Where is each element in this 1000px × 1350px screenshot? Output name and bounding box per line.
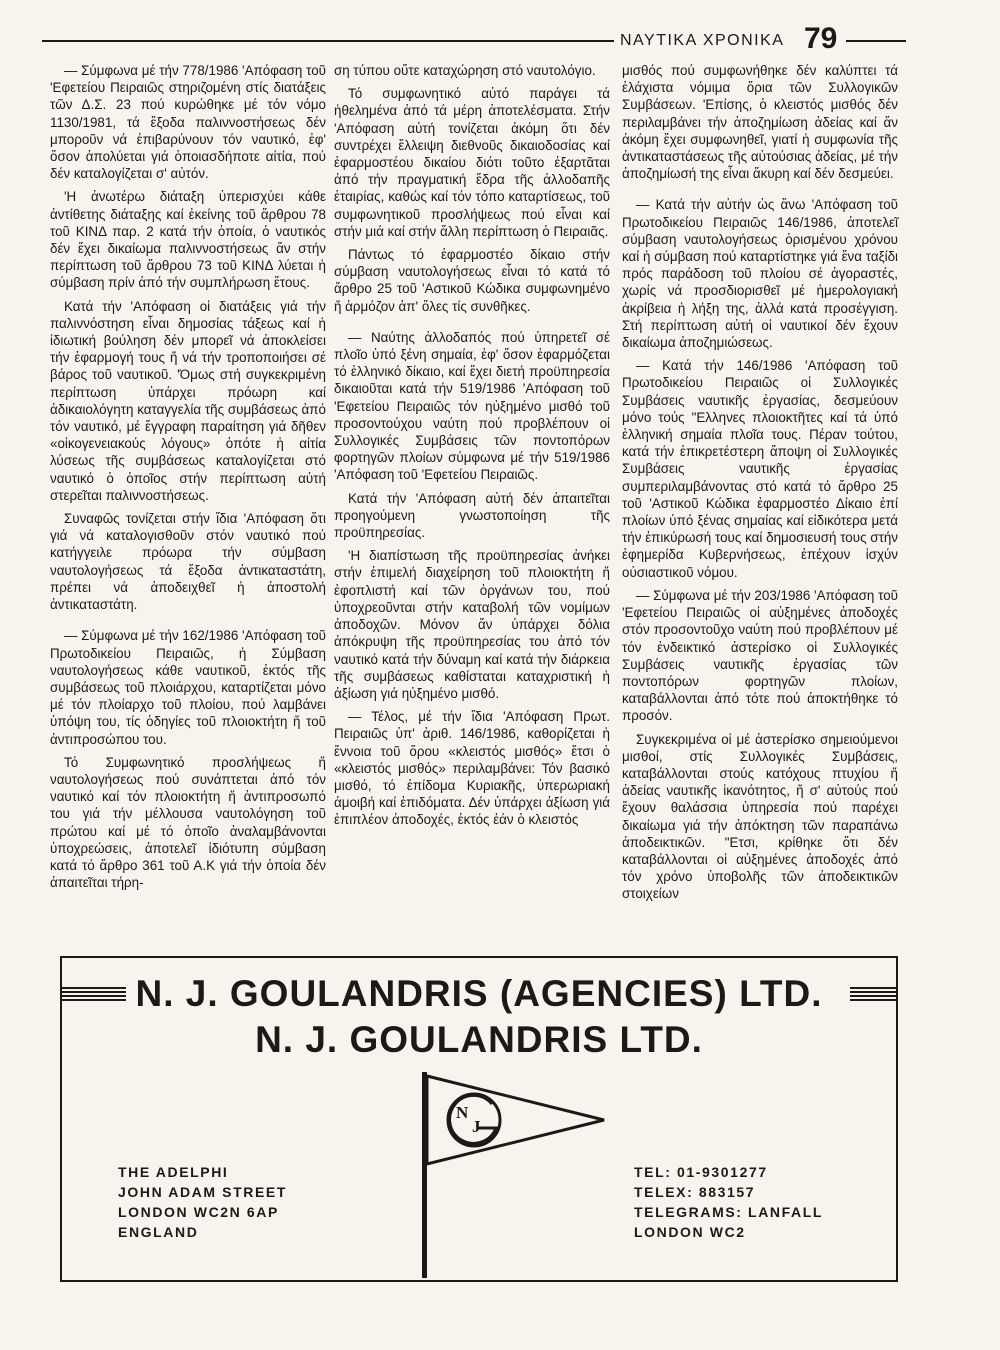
paragraph: Κατά τήν 'Απόφαση οἱ διατάξεις γιά τήν παλιννόστηση εἶναι δημοσίας τάξεως καί ἡ ἰδιωτική βούληση δέν μπορεῖ νά ἀποκλείσει τήν ἐφαρμογή τους ἤ νά τήν τροποποιήσει σέ βάρος τοῦ ναυτικοῦ. 'Όμως στή συγκεκριμένη περίπτωση ὑπάρχει πρόωρη καί ἀδικαιολόγητη καταγγελία τῆς συμβάσεως ἀπό τόν ναυτικό, μέ ἔγγραφη παραίτηση γιά δῆθεν «οἰκογενειακούς λόγους» ὁπότε ἡ αἰτία λύσεως τῆς συμβάσεως καταλογίζεται στό ναυτικό ὁ ὁποῖος στήν περίπτωση αὐτή στερεῖται παλιννοστήσεως. <box>50 298 326 503</box>
svg-text:J: J <box>472 1117 481 1136</box>
contact-line: LONDON WC2 <box>634 1224 746 1240</box>
ad-company-name: N. J. GOULANDRIS (AGENCIES) LTD. <box>135 973 823 1014</box>
page-number: 79 <box>804 22 838 55</box>
magazine-title: ΝΑΥΤΙΚΑ ΧΡΟΝΙΚΑ <box>620 32 785 49</box>
header-rule <box>846 40 906 42</box>
paragraph: Συγκεκριμένα οἱ μέ ἀστερίσκο σημειούμενοι μισθοί, στίς Συλλογικές Συμβάσεις, καταβάλλονται στούς κατόχους πτυχίου ἤ ἀδείας ναυτικῆς ἱκανότητος, ἤ σ' αὐτούς πού ἔχουν θαλάσσια ὑπηρεσία πού παρέχει δικαίωμα γιά τήν ἀπόκτηση τῶν παραπάνω ἀποδεικτικῶν. "Ετσι, κρίθηκε ὅτι δέν καταβάλλονται οἱ αὐξημένες ἀποδοχές ἀπό τόν χρόνο ὑποβολῆς τῶν ἀποδεικτικῶν στοιχείων <box>622 731 898 902</box>
address-line: JOHN ADAM STREET <box>118 1184 287 1200</box>
paragraph: Πάντως τό ἐφαρμοστέο δίκαιο στήν σύμβαση ναυτολογήσεως εἶναι τό κατά τό ἄρθρο 25 τοῦ 'Αστικοῦ Κώδικα συμφωνημένο ἤ ἁρμόζον ἀπ' ὅλες τίς συνθῆκες. <box>334 247 610 314</box>
paragraph: — Τέλος, μέ τήν ἴδια 'Απόφαση Πρωτ. Πειραιῶς ὑπ' ἀριθ. 146/1986, καθορίζεται ἡ ἔννοια τοῦ ὅρου «κλειστός μισθός» ἔτσι ὁ «κλειστός μισθός» περιλαμβάνει: Τόν βασικό μισθό, τό ἐπίδομα Κυριακῆς, ὑπερωριακή ἀμοιβή καί ἐπιδόματα. Δέν ὑπάρχει ἀξίωση γιά ἐπιπλέον ἀποδοχές, ἐκτός ἐάν ὁ κλειστός <box>334 709 610 828</box>
svg-text:N: N <box>456 1103 469 1122</box>
contact-line: TELEX: 883157 <box>634 1184 756 1200</box>
paragraph: — Σύμφωνα μέ τήν 162/1986 'Απόφαση τοῦ Πρωτοδικείου Πειραιῶς, ἡ Σύμβαση ναυτολογήσεως κάθε ναυτικοῦ, ἐκτός τῆς συμβάσεως τοῦ πλοιάρχου, καταρτίζεται μόνο μέ τόν πλοίαρχο τοῦ πλοίου, πού λαμβάνει ὑπόψη του, τίς ὁδηγίες τοῦ πλοιοκτήτη ἤ τοῦ ἀντιπροσώπου του. <box>50 628 326 747</box>
paragraph: μισθός πού συμφωνήθηκε δέν καλύπτει τά ἐλάχιστα νόμιμα ὅρια τῶν Συλλογικῶν Συμβάσεων. 'Επίσης, ὁ κλειστός μισθός δέν περιλαμβάνει τήν ἀποζημίωση ἀδείας καί ἄν ἀκόμη ἔχει συμφωνηθεῖ, γιατί ἡ συμφωνία τῆς ἀντικαταστάσεως τῆς αὐτούσιας ἀδείας, μέ τήν ἀποζημίωσή της εἶναι ἄκυρη καί δέν δεσμεύει. <box>622 63 898 182</box>
contact-line: TELEGRAMS: LANFALL <box>634 1204 824 1220</box>
address-line: LONDON WC2N 6AP <box>118 1204 279 1220</box>
paragraph: Τό Συμφωνητικό προσλήψεως ἤ ναυτολογήσεως πού συνάπτεται ἀπό τόν ναυτικό καί τόν πλοιοκτήτη ἤ ἀντιπροσωπό του γιά τήν μέλλουσα ναυτολόγηση τοῦ πρώτου καί μέ τό ὁποῖο ἀναλαμβάνονται ὑποχρεώσεις, ἀποτελεῖ ἰδιότυπη σύμβαση κατά τό ἄρθρο 361 τοῦ Α.Κ γιά τήν ὁποία δέν ἀπαιτεῖται τήρη- <box>50 754 326 891</box>
contact-line: TEL: 01-9301277 <box>634 1164 768 1180</box>
paragraph: — Σύμφωνα μέ τήν 203/1986 'Απόφαση τοῦ 'Εφετείου Πειραιῶς οἱ αὐξημένες ἀποδοχές στόν προσοντοῦχο ναύτη πού προβλέπουν μέ τόν ἐνδεικτικό ἀστερίσκο οἱ Συλλογικές Συμβάσεις ναυτικῆς ἐργασίας τῶν ποντοπόρων φορτηγῶν πλοίων, καταβάλλονται ἀπό τότε πού ἀποκτήθηκε τό προσόν. <box>622 587 898 724</box>
paragraph: — Ναύτης ἀλλοδαπός πού ὑπηρετεῖ σέ πλοῖο ὑπό ξένη σημαία, ἐφ' ὅσον ἐφαρμόζεται τό ἑλληνικό δίκαιο, καί ἔχει διετή προϋπηρεσία δικαιοῦται κατά τήν 519/1986 'Απόφαση τοῦ 'Εφετείου Πειραιῶς τόν ηὐξημένο μισθό τοῦ προσοντούχου ναύτη πού προβλέπουν οἱ Συλλογικές Συμβάσεις τῶν ποντοπόρων φορτηγῶν πλοίων σύμφωνα μέ τήν 519/1986 'Απόφαση τοῦ 'Εφετείου Πειραιῶς. <box>334 329 610 483</box>
paragraph: 'Η ἀνωτέρω διάταξη ὑπερισχύει κάθε ἀντίθετης διάταξης καί ἐκείνης τοῦ ἄρθρου 78 τοῦ ΚΙΝΔ παρ. 2 κατά τήν ὁποία, ὁ ναυτικός δέν ἔχει δικαίωμα παλιννοστήσεως ἄν στήν περίπτωση τοῦ ἄρθρου 73 τοῦ ΚΙΝΔ λύεται ἡ σύμβαση πρίν ἀπό τήν συμπλήρωση ἔτους. <box>50 189 326 291</box>
article-column-1 <box>50 62 326 897</box>
ad-address <box>118 1162 287 1242</box>
goulandris-advertisement <box>60 956 898 1282</box>
article-column-3 <box>622 62 898 909</box>
paragraph: — Κατά τήν αὐτήν ὡς ἄνω 'Απόφαση τοῦ Πρωτοδικείου Πειραιῶς 146/1986, ἀποτελεῖ σύμβαση ναυτολογήσεως ὁρισμένου χρόνου καί ἡ σύμβαση πού καταρτίστηκε γιά ἕνα ταξίδι πρός παράδοση τοῦ πλοίου σέ ἀγοραστές, χωρίς νά προσδιορισθεῖ μέ ἡμερολογιακή ἀκρίβεια ἡ λήξη της, ἀλλά κατά προσέγγιση. Στή περίπτωση αὐτή οἱ ναυτικοί δέν ἔχουν δικαίωμα ἀποζημιώσεως. <box>622 197 898 351</box>
paragraph: — Σύμφωνα μέ τήν 778/1986 'Απόφαση τοῦ 'Εφετείου Πειραιῶς στηριζομένη στίς διατάξεις τῶν Δ.Σ. 23 πού κυρώθηκε μέ τόν νόμο 1130/1981, τά ἔξοδα παλιννοστήσεως δέν μποροῦν νά ἐπιβαρύνουν τόν ναυτικό, ἐφ' ὅσον ἀπολύεται γιά ὁποιασδήποτε αἰτία, πού δέν καταλογίζεται σ' αὐτόν. <box>50 63 326 182</box>
paragraph: ση τύπου οὔτε καταχώρηση στό ναυτολόγιο. <box>334 63 596 78</box>
address-line: THE ADELPHI <box>118 1164 229 1180</box>
address-line: ENGLAND <box>118 1224 199 1240</box>
header-rule <box>42 40 614 42</box>
paragraph: — Κατά τήν 146/1986 'Απόφαση τοῦ Πρωτοδικείου Πειραιῶς οἱ Συλλογικές Συμβάσεις ναυτικῆς ἐργασίας, δεσμεύουν μόνο τούς "Ελληνες πλοιοκτῆτες καί τά ὑπό ἑλληνική σημαία πλοῖα τους. Πέραν τούτου, κατά τήν ἐπικρετέστερη ἄποψη οἱ Συλλογικές Συμβάσεις ναυτικῆς ἐργασίας συμπεριλαμβάνοντας στό κατά τό ἄρθρο 25 τοῦ 'Αστικοῦ Κώδικα ἐφαρμοστέο Δίκαιο ἐπί πλοίων ὑπό ξένας σημαίας καί εἰδικότερα μετά τήν ἐπικύρωσή τους καί δημοσιευσή τους στήν ἐφημερίδα Κυβερνήσεως, ἐπέχουν ἰσχύν οὐσιαστικοῦ νόμου. <box>622 358 898 580</box>
ad-company-name-secondary: N. J. GOULANDRIS LTD. <box>255 1019 703 1060</box>
paragraph: 'Η διαπίστωση τῆς προϋπηρεσίας ἀνήκει στήν ἐπιμελή διαχείρηση τοῦ πλοιοκτήτη ἤ ἐφοπλιστή καί τῶν ὀργάνων του, πού ὑποχρεοῦνται στήν καταβολή τῶν νομίμων ἀποδοχῶν. Μόνον ἄν ὑπάρχει δόλια ἀπόκρυψη τῆς προϋπηρεσίας του ἀπό τόν ναυτικό κατά τήν δύναμη καί κατά τήν διάρκεια τῆς συμβάσεως καθίσταται καταχριστική ἡ ἀξίωση γιά ηὐξημένο μισθό. <box>334 548 610 701</box>
paragraph: Τό συμφωνητικό αὐτό παράγει τά ἠθελημένα ἀπό τά μέρη ἀποτελέσματα. Στήν 'Απόφαση αὐτή τονίζεται ἀκόμη ὅτι δέν συντρέχει ἔλλειψη διεθνοῦς δικαιοδοσίας καί ἐφαρμοστέου δικαίου διότι τοῦτο ἐξαρτᾶται ἀπό τήν πραγματική ἕδρα τῆς ἀλλοδαπῆς ἑταιρίας, καθώς καί τόν τόπο καταρτίσεως, τοῦ συμφωνητικοῦ προσλήψεως πού εἶναι καί στήν μιά καί στήν ἄλλη περίπτωση ὁ Πειραιᾶς. <box>334 86 610 239</box>
article-column-2 <box>334 62 610 835</box>
ad-contact <box>634 1162 823 1242</box>
pennant-flag-logo <box>412 1068 612 1278</box>
paragraph: Κατά τήν 'Απόφαση αὐτή δέν ἀπαιτεῖται προηγούμενη γνωστοποίηση τῆς προϋπηρεσίας. <box>334 490 610 541</box>
paragraph: Συναφῶς τονίζεται στήν ἴδια 'Απόφαση ὅτι γιά νά καταλογισθοῦν στόν ναυτικό πού κατήγγειλε πρόωρα τήν σύμβαση ναυτολογήσεως τά ἔξοδα ἀντικαταστάτη, πρέπει νά ἀποδειχθεῖ ἡ ἀποστολή ἀντικαταστάτη. <box>50 511 326 613</box>
